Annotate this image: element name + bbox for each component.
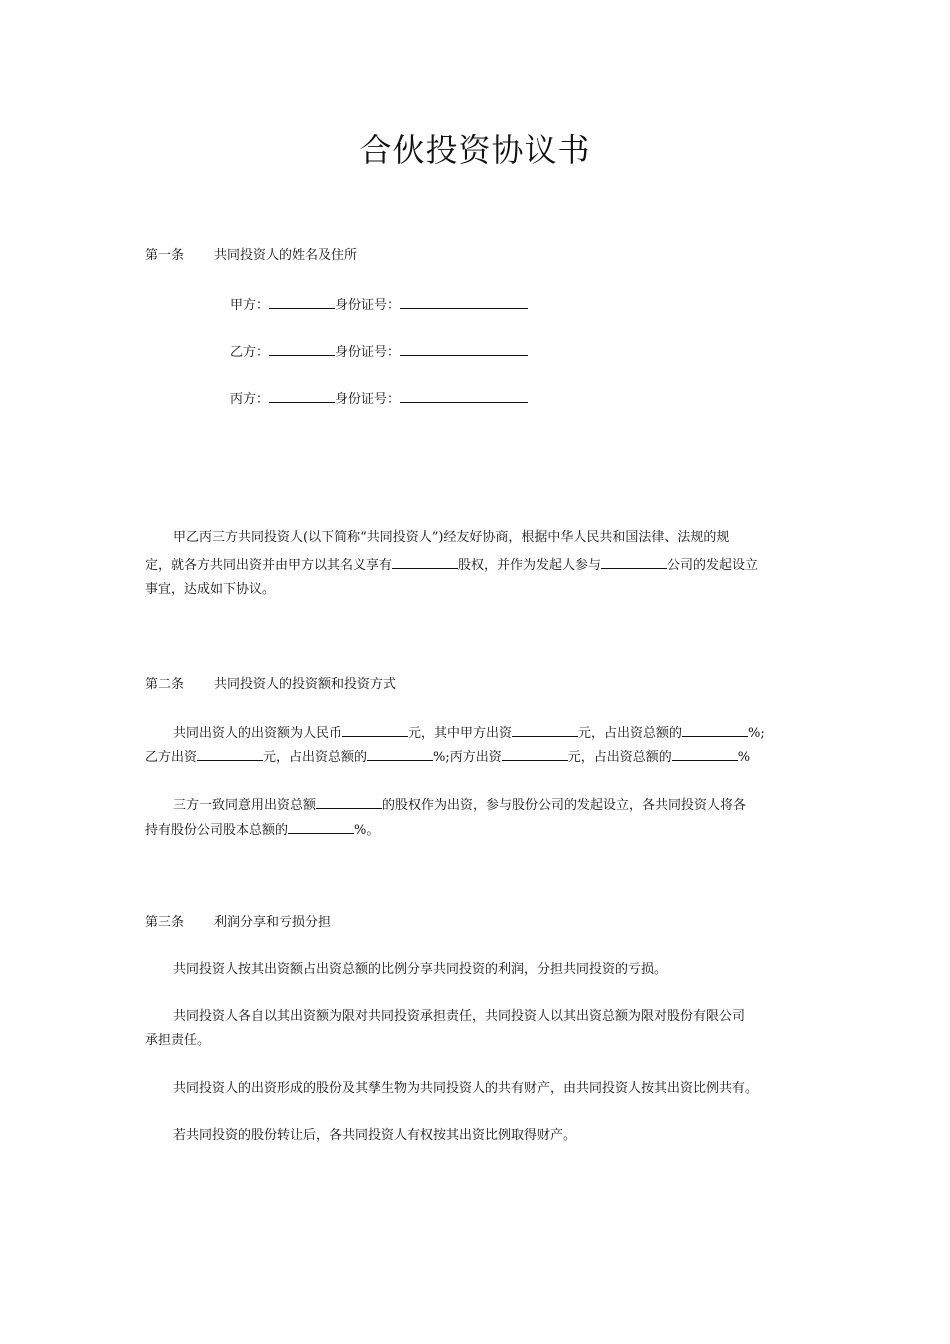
amount-blank[interactable] [512, 722, 578, 737]
section-title: 共同投资人的投资额和投资方式 [214, 677, 397, 692]
amount-blank[interactable] [197, 746, 263, 761]
intro-line: 定，就各方共同出资并由甲方以其名义享有 股权，并作为发起人参与 公司的发起设立 [145, 554, 758, 576]
s3-paragraph: 若共同投资的股份转让后，各共同投资人有权按其出资比例取得财产。 [173, 1128, 577, 1143]
id-blank[interactable] [400, 341, 528, 356]
id-blank[interactable] [400, 388, 528, 403]
s3-paragraph: 共同投资人的出资形成的股份及其孳生物为共同投资人的共有财产，由共同投资人按其出资比例共有。 [173, 1081, 759, 1096]
party-name-label: 丙方： [230, 392, 270, 407]
id-label: 身份证号： [335, 345, 401, 360]
s2-line: 持有股份公司股本总额的 %。 [145, 819, 379, 841]
company-blank[interactable] [601, 554, 667, 569]
id-label: 身份证号： [335, 298, 401, 313]
s2-line: 乙方出资 元，占出资总额的 %;丙方出资 元，占出资总额的 % [145, 746, 750, 768]
section-title: 共同投资人的姓名及住所 [214, 248, 358, 263]
section-1-heading [145, 246, 357, 266]
percent-blank[interactable] [672, 746, 738, 761]
party-name-label: 乙方： [230, 345, 270, 360]
section-number: 第三条 [145, 915, 185, 930]
s2-line: 共同出资人的出资额为人民币 元，其中甲方出资 元，占出资总额的 %; [145, 722, 765, 744]
id-blank[interactable] [400, 294, 528, 309]
party-row [230, 388, 528, 410]
section-3-heading [145, 913, 331, 933]
section-2-heading [145, 675, 396, 695]
s3-paragraph: 共同投资人按其出资额占出资总额的比例分享共同投资的利润，分担共同投资的亏损。 [173, 962, 668, 977]
party-row [230, 341, 528, 363]
party-name-label: 甲方： [230, 298, 270, 313]
s2-line: 三方一致同意用出资总额 的股权作为出资，参与股份公司的发起设立，各共同投资人将各 [145, 794, 746, 816]
section-number: 第二条 [145, 677, 185, 692]
share-blank[interactable] [392, 554, 458, 569]
percent-blank[interactable] [682, 722, 748, 737]
section-title: 利润分享和亏损分担 [214, 915, 332, 930]
name-blank[interactable] [269, 294, 335, 309]
id-label: 身份证号： [335, 392, 401, 407]
intro-line: 事宜，达成如下协议。 [145, 582, 276, 597]
document-title: 合伙投资协议书 [359, 131, 591, 169]
section-number: 第一条 [145, 248, 185, 263]
name-blank[interactable] [269, 341, 335, 356]
s3-paragraph: 共同投资人各自以其出资额为限对共同投资承担责任，共同投资人以其出资总额为限对股份有限公司 [173, 1009, 746, 1024]
intro-line: 甲乙丙三方共同投资人(以下简称“共同投资人”)经友好协商，根据中华人民共和国法律、法规的规 [173, 530, 730, 545]
amount-blank[interactable] [342, 722, 408, 737]
name-blank[interactable] [269, 388, 335, 403]
percent-blank[interactable] [367, 746, 433, 761]
s3-paragraph: 承担责任。 [145, 1033, 211, 1048]
amount-blank[interactable] [502, 746, 568, 761]
party-row [230, 294, 528, 316]
total-blank[interactable] [316, 794, 382, 809]
percent-blank[interactable] [288, 819, 354, 834]
